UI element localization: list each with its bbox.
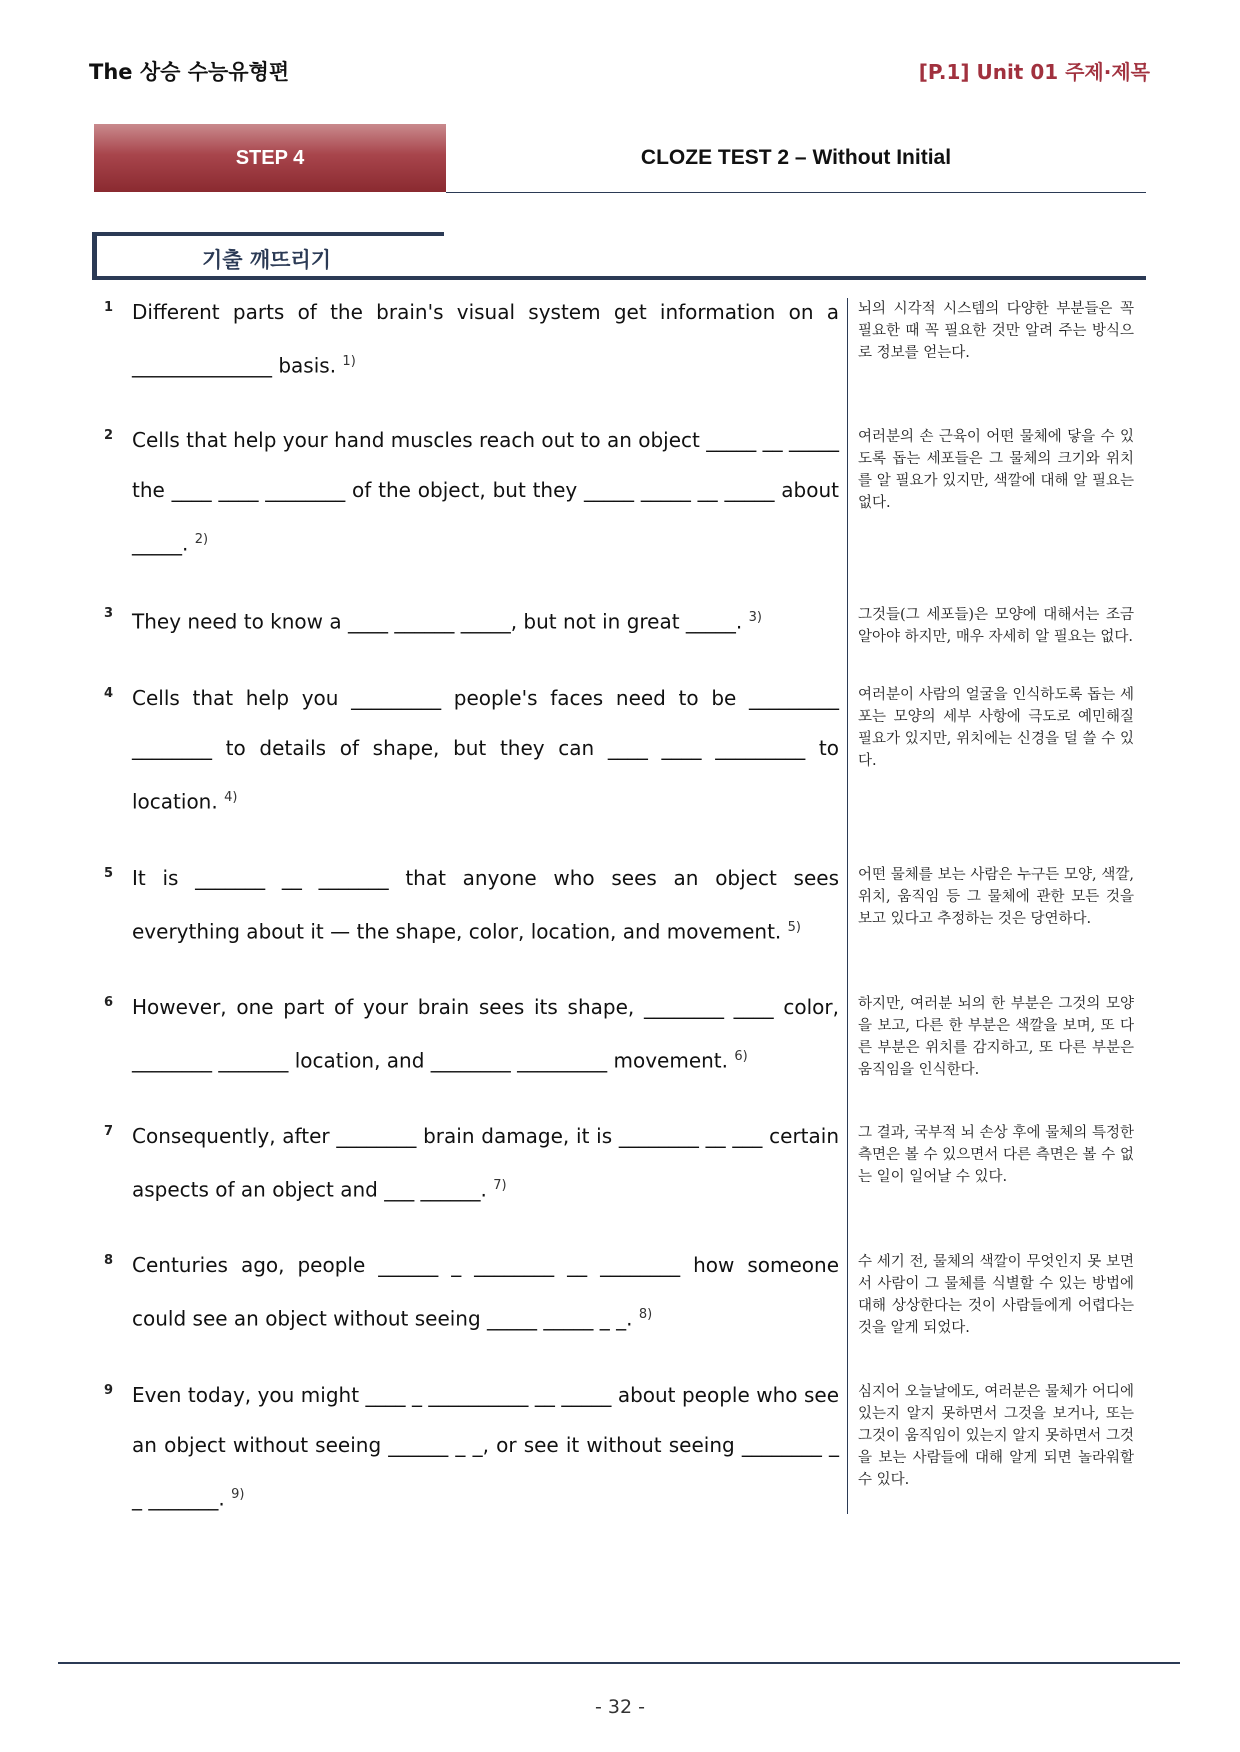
item-sentence [132,1111,839,1215]
item-translation: 뇌의 시각적 시스템의 다양한 부분들은 꼭 필요한 때 꼭 필요한 것만 알려 주는 방식으로 정보를 얻는다. [858,301,1134,361]
item-translation: 그 결과, 국부적 뇌 손상 후에 물체의 특정한 측면은 볼 수 있으면서 다른 측면은 볼 수 없는 일이 일어날 수 있다. [858,1125,1134,1185]
footer-rule [58,1662,1180,1664]
item-sentence [132,593,839,647]
item-number: 9 [104,1383,114,1398]
item-sentence [132,853,839,957]
column-divider [847,298,848,1514]
page-number: - 32 - [595,1696,645,1718]
unit-label: [P.1] Unit 01 주제·제목 [918,60,1150,84]
item-note: 5) [787,920,801,935]
section-top-rule [92,232,444,236]
item-translation: 심지어 오늘날에도, 여러분은 물체가 어디에 있는지 알지 못하면서 그것을 보거나, 또는 그것이 움직임이 있는지 알지 못하면서 그것을 보는 사람들에 대해 알게 되면 놀라워할 수 있다. [858,1384,1134,1488]
item-text: They need to know a ____ ______ _____, but not in great _____. [132,609,743,634]
item-number: 5 [104,866,114,881]
item-translation: 수 세기 전, 물체의 색깔이 무엇인지 못 보면서 사람이 그 물체를 식별할 수 있는 방법에 대해 상상한다는 것이 사람들에게 어렵다는 것을 알게 되었다. [858,1254,1134,1336]
item-text: However, one part of your brain sees its shape, ________ ____ color, ________ _______ location, and ________ _________ movement. [132,995,839,1073]
item-sentence [132,982,839,1086]
item-text: Consequently, after ________ brain damage, it is ________ __ ___ certain aspects of an object and ___ ______. [132,1124,839,1202]
item-text: It is _______ __ _______ that anyone who sees an object sees everything about it — the shape, color, location, and movement. [132,866,839,944]
step-title: CLOZE TEST 2 – Without Initial [640,146,952,169]
section-label: 기출 깨뜨리기 [202,248,332,272]
item-number: 1 [104,300,114,315]
step-divider [446,192,1146,193]
item-sentence [132,287,839,391]
item-sentence [132,1240,839,1344]
step-label: STEP 4 [235,146,305,169]
section-header [92,232,1146,280]
item-sentence [132,1370,839,1524]
item-number: 3 [104,606,114,621]
item-note: 9) [231,1487,245,1502]
item-text: Centuries ago, people ______ _ ________ __ ________ how someone could see an object without seeing _____ _____ _ _. [132,1253,839,1331]
item-text: Cells that help your hand muscles reach out to an object _____ __ _____ the ____ ____ ________ of the object, but they _____ _____ __ _____ about _____. [132,428,839,556]
step-badge [94,124,446,192]
item-translation: 여러분의 손 근육이 어떤 물체에 닿을 수 있도록 돕는 세포들은 그 물체의 크기와 위치를 알 필요가 있지만, 색깔에 대해 알 필요는 없다. [858,429,1134,511]
book-title: The 상승 수능유형편 [89,60,290,84]
item-sentence [132,673,839,827]
item-translation: 그것들(그 세포들)은 모양에 대해서는 조금 알아야 하지만, 매우 자세히 알 필요는 없다. [858,607,1134,645]
item-number: 6 [104,995,114,1010]
item-note: 8) [638,1307,653,1322]
item-text: Different parts of the brain's visual system get information on a ______________ basis. [132,300,839,378]
item-note: 7) [493,1178,507,1193]
item-note: 6) [734,1049,748,1064]
item-number: 7 [104,1124,114,1139]
item-number: 4 [104,686,114,701]
item-sentence [132,415,839,569]
item-translation: 어떤 물체를 보는 사람은 누구든 모양, 색깔, 위치, 움직임 등 그 물체에 관한 모든 것을 보고 있다고 추정하는 것은 당연하다. [858,867,1134,927]
item-translation: 하지만, 여러분 뇌의 한 부분은 그것의 모양을 보고, 다른 한 부분은 색깔을 보며, 또 다른 부분은 위치를 감지하고, 또 다른 부분은 움직임을 인식한다. [858,996,1134,1078]
item-number: 2 [104,428,114,443]
item-translation: 여러분이 사람의 얼굴을 인식하도록 돕는 세포는 모양의 세부 사항에 극도로 예민해질 필요가 있지만, 위치에는 신경을 덜 쓸 수 있다. [858,687,1134,769]
item-note: 2) [194,532,209,547]
section-bottom-rule [92,276,1146,280]
item-note: 3) [748,610,762,625]
item-number: 8 [104,1253,114,1268]
item-text: Even today, you might ____ _ __________ __ _____ about people who see an object without seeing ______ _ _, or see it without seeing ________ _ _ _______. [132,1383,839,1511]
item-text: Cells that help you _________ people's faces need to be _________ ________ to details of shape, but they can ____ ____ _________ to location. [132,686,839,814]
item-note: 1) [342,354,356,369]
item-note: 4) [224,790,238,805]
section-left-rule [92,232,97,280]
